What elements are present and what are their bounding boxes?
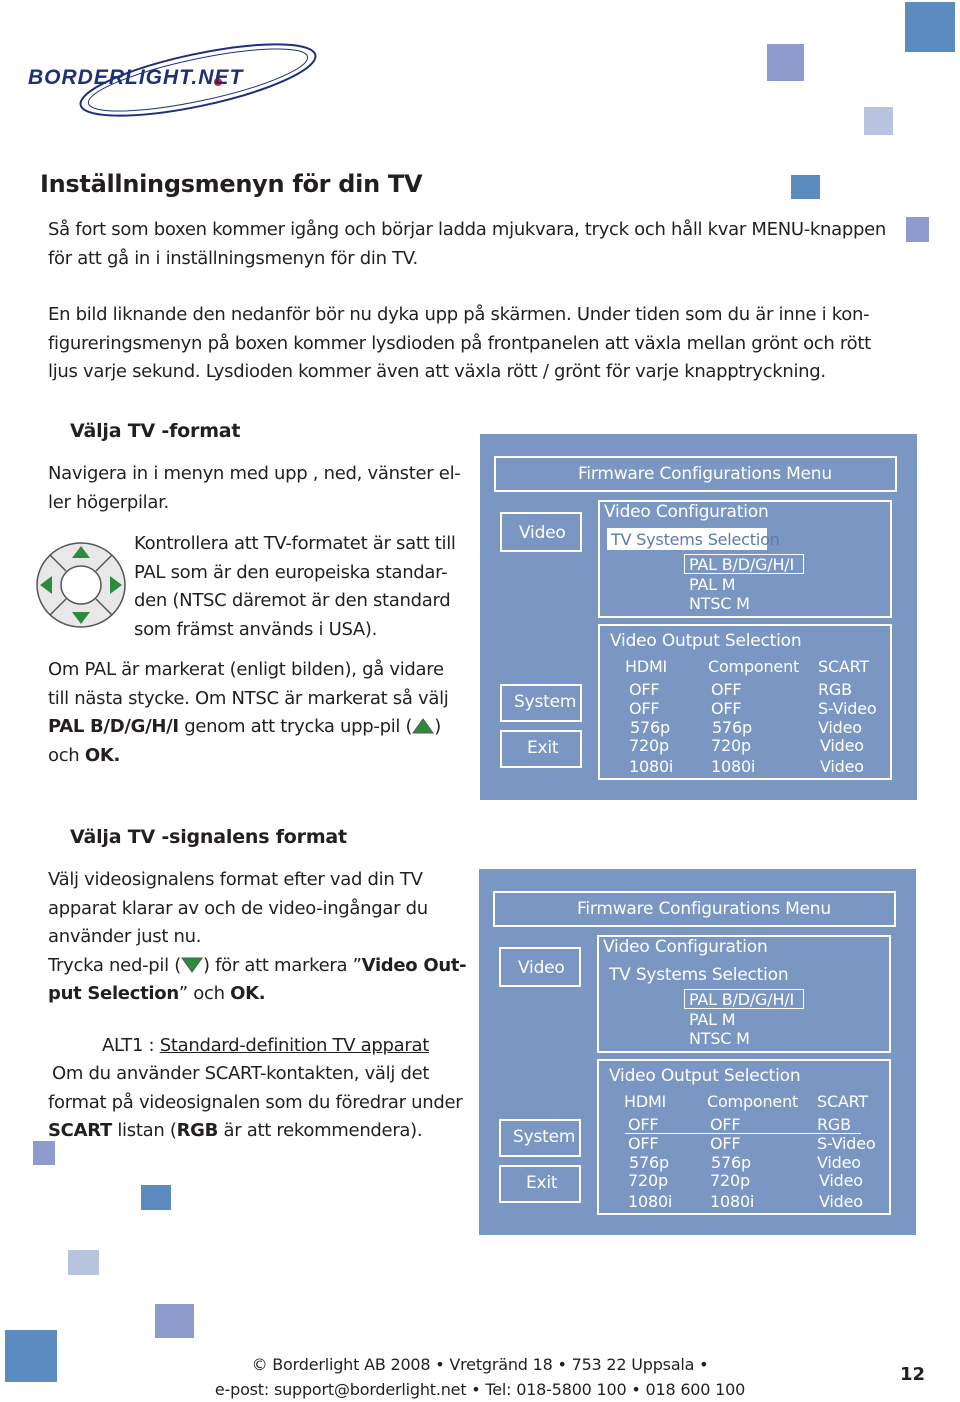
tv-option-pal-bdghi[interactable]: PAL B/D/G/H/I bbox=[689, 555, 794, 574]
section-heading-tv-format: Välja TV -format bbox=[70, 420, 241, 442]
tv-option-pal-m[interactable]: PAL M bbox=[689, 1010, 736, 1029]
page-title: Inställningsmenyn för din TV bbox=[40, 170, 423, 198]
brand-logo bbox=[22, 30, 342, 130]
video-output-label: Video Output Selection bbox=[610, 631, 802, 651]
signal-format-instructions: Välj videosignalens format efter vad din TV apparat klarar av och de video-ingångar du använder just nu. Trycka ned-pil ( ) för att markera ”Video Out- put Selection” och OK. bbox=[48, 869, 467, 1004]
firmware-menu-panel-2: Firmware Configurations Menu Video System Exit Video Configuration TV Systems Selection PAL B/D/G/H/I PAL M NTSC M Video Output Selection HDMI Component SCART OFF OFF RGB OFF OFF S-Video 576p 576p Video 720p 720p Video 1080i 1080i Video bbox=[479, 869, 916, 1235]
brand-logo-text: BORDERLIGHT.NET bbox=[28, 66, 244, 89]
tv-systems-label[interactable]: TV Systems Selection bbox=[609, 965, 789, 985]
nav-instructions: Navigera in i menyn med upp , ned, vänster el- ler högerpilar. bbox=[48, 463, 461, 513]
intro-paragraph-2: En bild liknande den nedanför bör nu dyka upp på skärmen. Under tiden som du är inne i kon- figureringsmenyn på boxen kommer lysdioden på frontpanelen att växla mellan grönt och rött ljus varje sekund. Lysdioden kommer även att växla rött / grönt för varje knapptryckning. bbox=[48, 304, 871, 382]
tv-option-ntsc-m[interactable]: NTSC M bbox=[689, 1029, 750, 1048]
footer-address: © Borderlight AB 2008 • Vretgränd 18 • 753 22 Uppsala • bbox=[251, 1355, 709, 1374]
decor-square bbox=[68, 1250, 99, 1275]
pal-selection-instructions: Om PAL är markerat (enligt bilden), gå vidare till nästa stycke. Om NTSC är markerat så välj PAL B/D/G/H/I genom att trycka upp-pil ( ) och OK. bbox=[48, 659, 449, 766]
tv-systems-label: TV Systems Selection bbox=[611, 530, 780, 549]
page-number: 12 bbox=[900, 1364, 926, 1385]
footer-contact: e-post: support@borderlight.net • Tel: 018-5800 100 • 018 600 100 bbox=[214, 1380, 746, 1399]
alt1-link: Standard-definition TV apparat bbox=[159, 1035, 429, 1056]
intro-paragraph-1: Så fort som boxen kommer igång och börjar ladda mjukvara, tryck och håll kvar MENU-knappen för att gå in i inställningsmenyn för din TV. bbox=[48, 219, 887, 269]
menu-title: Firmware Configurations Menu bbox=[578, 464, 832, 484]
decor-square bbox=[141, 1185, 171, 1210]
tv-option-pal-m[interactable]: PAL M bbox=[689, 575, 736, 594]
scart-instructions: Om du använder SCART-kontakten, välj det format på videosignalen som du föredrar under SCART listan (RGB är att rekommendera). bbox=[48, 1063, 463, 1141]
tv-option-pal-bdghi[interactable]: PAL B/D/G/H/I bbox=[689, 990, 794, 1009]
decor-square bbox=[767, 44, 804, 81]
firmware-menu-panel-1: Firmware Configurations Menu Video System Exit Video Configuration TV Systems Selection PAL B/D/G/H/I PAL M NTSC M Video Output Selection HDMI Component SCART OFF OFF RGB OFF OFF S-Video 576p 576p Video 720p 720p Video 1080i 1080i Video bbox=[480, 434, 917, 800]
video-configuration-label: Video Configuration bbox=[604, 502, 769, 522]
alt1-label: ALT1 : Standard-definition TV apparat bbox=[102, 1035, 429, 1056]
menu-title: Firmware Configurations Menu bbox=[577, 899, 831, 919]
decor-square bbox=[155, 1304, 194, 1338]
check-pal-instructions: Kontrollera att TV-formatet är satt till PAL som är den europeiska standar- den (NTSC däremot är den standard som främst används i USA). bbox=[134, 533, 456, 640]
down-arrow-icon bbox=[181, 957, 203, 973]
up-arrow-icon bbox=[412, 718, 434, 734]
dpad-arrows-icon bbox=[35, 540, 127, 630]
video-configuration-label: Video Configuration bbox=[603, 937, 768, 957]
decor-square bbox=[906, 217, 929, 242]
decor-square bbox=[864, 107, 893, 135]
decor-square bbox=[905, 2, 955, 52]
decor-square bbox=[791, 175, 820, 199]
section-heading-signal-format: Välja TV -signalens format bbox=[70, 826, 347, 848]
tv-option-ntsc-m[interactable]: NTSC M bbox=[689, 594, 750, 613]
video-output-label[interactable]: Video Output Selection bbox=[609, 1066, 801, 1086]
